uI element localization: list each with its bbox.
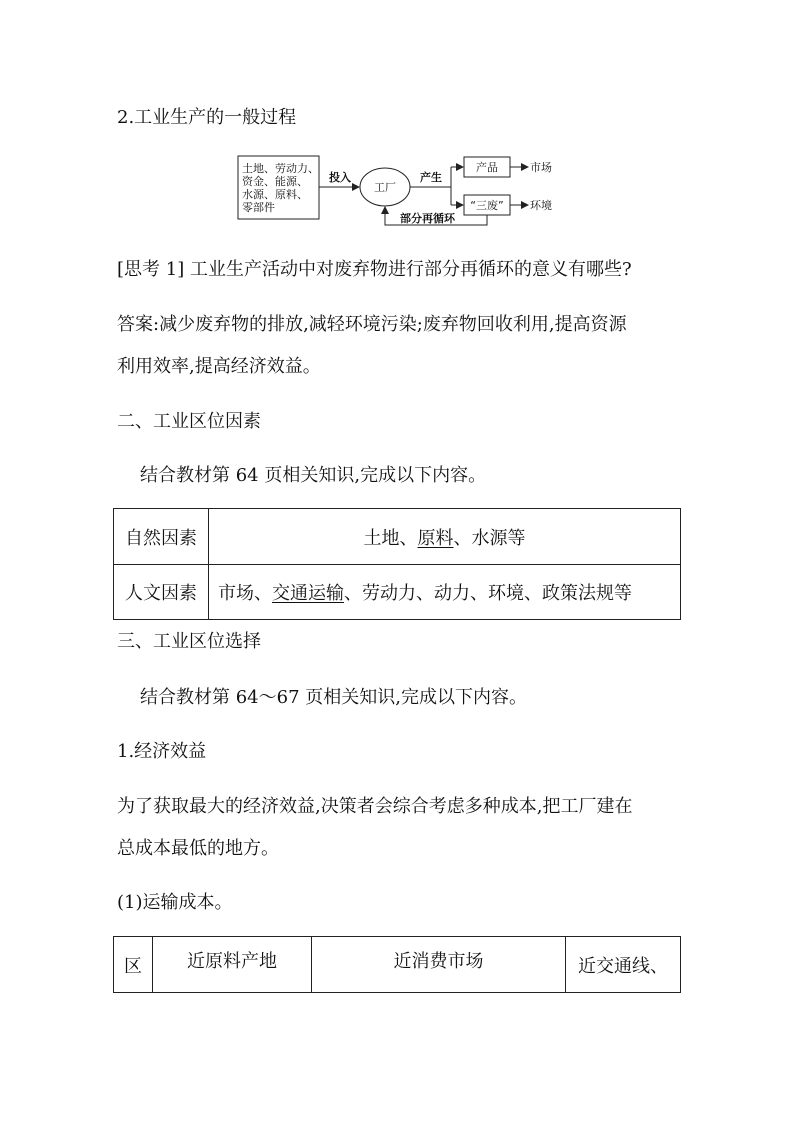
human-factors-label: 人文因素 <box>114 565 209 620</box>
instruction-1: 结合教材第 64 页相关知识,完成以下内容。 <box>140 465 487 486</box>
human-factors-value <box>209 565 681 620</box>
human-c: 、劳动力、动力、环境、政策法规等 <box>344 583 632 604</box>
human-a: 市场、 <box>218 583 272 604</box>
transport-cost-table <box>113 936 681 993</box>
cost-col-4: 近交通线、 <box>566 937 681 993</box>
table-row <box>114 509 681 565</box>
environment-label: 环境 <box>530 199 552 212</box>
econ-line-2: 总成本最低的地方。 <box>117 838 279 859</box>
natural-a: 土地、 <box>363 527 418 549</box>
cost-col-2: 近原料产地 <box>153 937 312 993</box>
market-label: 市场 <box>530 161 552 174</box>
section-heading-industrial-process: 2.工业生产的一般过程 <box>117 107 297 128</box>
natural-c: 、水源等 <box>453 527 526 549</box>
table-row <box>114 565 681 620</box>
inputs-line-4: 零部件 <box>242 201 275 214</box>
section-title-location-choice: 三、工业区位选择 <box>117 631 261 652</box>
natural-factors-label: 自然因素 <box>114 509 209 565</box>
human-b-underlined: 交通运输 <box>272 583 344 604</box>
answer-line-2: 利用效率,提高经济效益。 <box>117 356 321 377</box>
input-arrow-label: 投入 <box>329 171 351 184</box>
inputs-line-3: 水源、原料、 <box>242 188 308 201</box>
instruction-2: 结合教材第 64～67 页相关知识,完成以下内容。 <box>140 687 527 708</box>
section-title-location-factors: 二、工业区位因素 <box>117 411 261 432</box>
factory-label: 工厂 <box>374 181 396 194</box>
waste-label: “三废” <box>470 199 504 212</box>
table-row <box>114 937 681 993</box>
econ-heading: 1.经济效益 <box>117 741 207 762</box>
inputs-line-1: 土地、劳动力、 <box>242 162 319 175</box>
product-label: 产品 <box>476 161 498 174</box>
cost-col-3: 近消费市场 <box>312 937 566 993</box>
natural-b-underlined: 原料 <box>417 527 454 549</box>
cost-col-1: 区 <box>114 937 153 993</box>
econ-line-1: 为了获取最大的经济效益,决策者会综合考虑多种成本,把工厂建在 <box>117 796 633 817</box>
recycle-label: 部分再循环 <box>400 212 455 225</box>
think-question-1: [思考 1] 工业生产活动中对废弃物进行部分再循环的意义有哪些? <box>117 259 632 280</box>
transport-heading: (1)运输成本。 <box>117 892 233 913</box>
industrial-process-diagram <box>233 150 573 232</box>
location-factors-table <box>113 508 681 620</box>
natural-factors-value <box>209 509 681 565</box>
answer-line-1: 答案:减少废弃物的排放,减轻环境污染;废弃物回收利用,提高资源 <box>117 314 627 335</box>
produce-arrow-label: 产生 <box>420 171 442 184</box>
inputs-line-2: 资金、能源、 <box>242 175 308 188</box>
